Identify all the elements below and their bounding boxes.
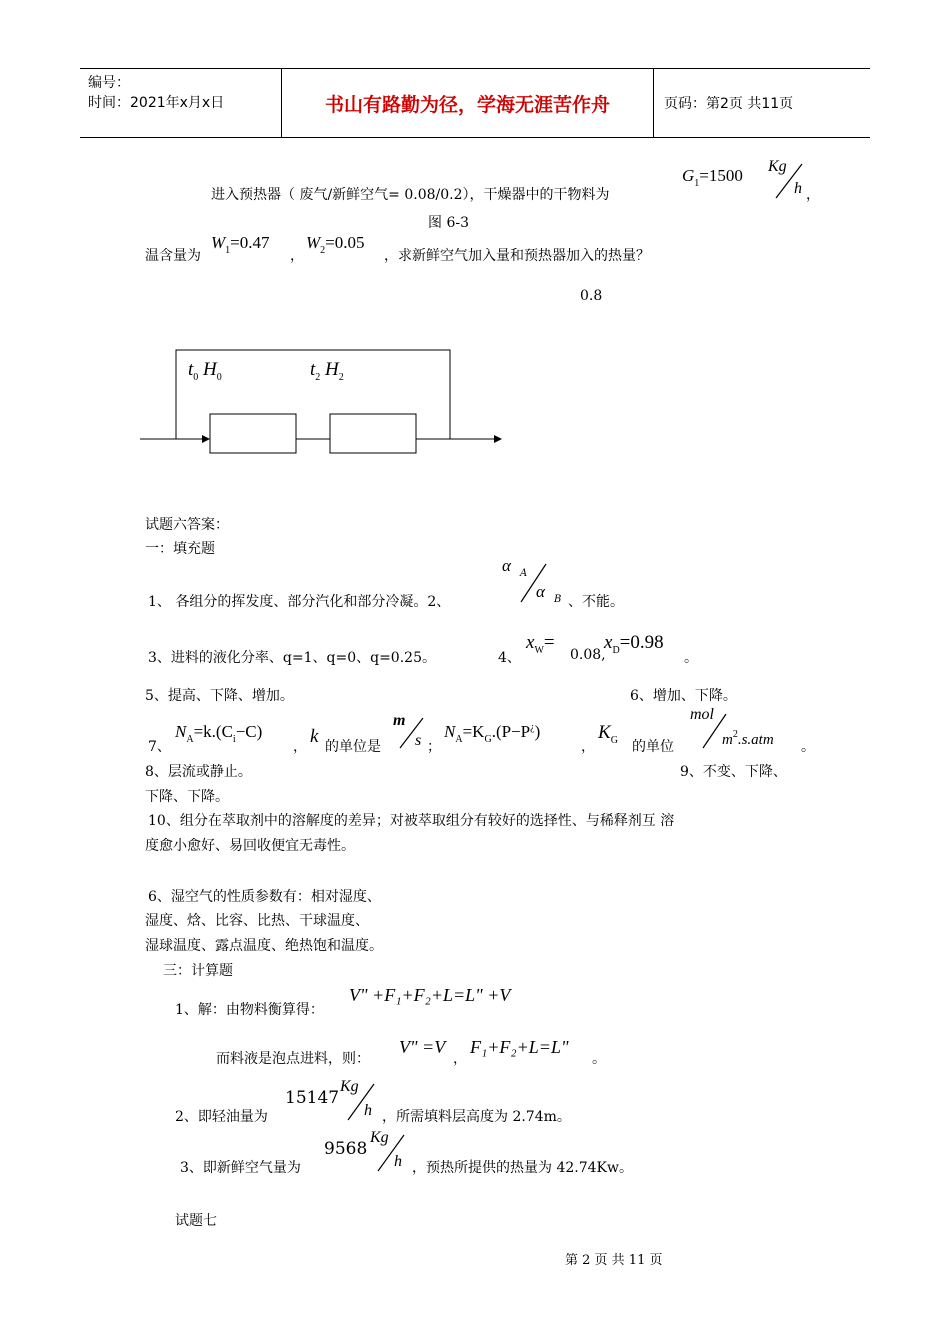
- arrow-icon: [202, 435, 210, 443]
- w2-formula: $W_2=0.05$: [306, 233, 365, 256]
- kg-per-h-fraction: Kg h: [340, 1078, 372, 1119]
- answer-10-line-1: 10、组分在萃取剂中的溶解度的差异；对被萃取组分有较好的选择性、与稀释剂互 溶: [148, 813, 675, 829]
- header-divider: [653, 69, 654, 137]
- answer-7-eq1: $N_A=k.(C_i-C)$: [175, 722, 263, 745]
- figure-caption: 图 6-3: [428, 215, 469, 231]
- g1-formula: $G_1=1500$: [682, 166, 743, 189]
- answer-1-2: 1、 各组分的挥发度、部分汽化和部分冷凝。2、: [148, 594, 451, 610]
- ratio-value: 0.8: [580, 288, 603, 304]
- answer-9-cont: 下降、下降。: [145, 789, 229, 805]
- answer-2-end: 、不能。: [568, 594, 624, 610]
- answer-7-k: k: [310, 726, 319, 747]
- answer-10-line-2: 度愈小愈好、易回收便宜无毒性。: [145, 838, 355, 854]
- preheater-box: [210, 414, 296, 453]
- next-section-title: 试题七: [175, 1213, 217, 1229]
- dryer-box: [330, 414, 416, 453]
- header-code: 编号：: [88, 75, 130, 91]
- answer-4-xd: $x_D=0.98$: [604, 632, 664, 656]
- line1-end: ，: [806, 187, 820, 203]
- w1-formula: $W_1=0.47$: [211, 233, 270, 256]
- answer-7-label: 7、: [148, 739, 171, 755]
- calc-3-label: 3、即新鲜空气量为: [180, 1160, 301, 1176]
- kg-per-h-fraction: Kg h: [370, 1129, 402, 1170]
- calc-3-value: 9568: [324, 1139, 368, 1159]
- problem-line-2-label: 温含量为: [145, 248, 201, 264]
- label-t0-h0: $t_0$ $H_0$: [188, 359, 222, 383]
- problem-line-1: 进入预热器（ 废气/新鲜空气= 0.08/0.2），干燥器中的干物料为: [211, 187, 610, 203]
- header-meta: [88, 73, 224, 113]
- calc-1-eq2: V" =V: [399, 1037, 446, 1057]
- answer-3: 3、进料的液化分率、q=1、q=0、q=0.25。: [148, 650, 436, 666]
- calc-2-value: 15147: [285, 1088, 340, 1108]
- answer-7-kg: $K_G$: [598, 722, 618, 746]
- arrow-icon: [494, 435, 502, 443]
- answer-7-k-unit: 的单位是: [325, 739, 381, 755]
- alpha-ratio: α A α B: [502, 556, 562, 605]
- flow-diagram: [140, 345, 510, 464]
- section-fill-in: 一：填充题: [145, 541, 215, 557]
- problem-line-2-end: ，求新鲜空气加入量和预热器加入的热量？: [384, 248, 650, 264]
- page-header: [80, 68, 870, 138]
- answer-7-eq2: $N_A=K_G.(P-P^¿)$: [444, 722, 541, 745]
- calc-1-eq1: V" +F₁+F₂+L=L" +V: [349, 985, 511, 1005]
- answer-4-end: 。: [684, 650, 698, 666]
- answer-4-formula: $x_W=$: [526, 632, 555, 656]
- footer-page-number: 第 2 页 共 11 页: [565, 1253, 663, 1268]
- calc-1-eq3: F₁+F₂+L=L": [470, 1037, 569, 1057]
- answer-b6-line-1: 6、湿空气的性质参数有：相对湿度、: [148, 889, 381, 905]
- answer-9: 9、不变、下降、: [680, 764, 787, 780]
- kg-unit-fraction: mol $m^2.s.atm$: [690, 706, 774, 748]
- calc-2-rest: ，所需填料层高度为 2.74m。: [382, 1109, 571, 1125]
- calc-1-line-1: 1、解：由物料衡算得：: [175, 1002, 324, 1018]
- answer-4-xw-value: 0.08,: [570, 647, 606, 663]
- answer-b6-line-2: 湿度、焓、比容、比热、干球温度、: [145, 913, 369, 929]
- answer-8: 8、层流或静止。: [145, 764, 252, 780]
- calc-2-label: 2、即轻油量为: [175, 1109, 268, 1125]
- header-motto: 书山有路勤为径，学海无涯苦作舟: [324, 93, 610, 116]
- answer-4-label: 4、: [498, 650, 521, 666]
- answer-b6-line-3: 湿球温度、露点温度、绝热饱和温度。: [145, 938, 383, 954]
- header-page-number: 页码：第2页 共11页: [664, 96, 794, 112]
- m-per-s-fraction: m s: [393, 712, 422, 749]
- kg-per-h-fraction: Kg h: [768, 158, 802, 197]
- header-time: 时间：2021年x月x日: [88, 95, 225, 111]
- answer-6: 6、增加、下降。: [630, 688, 737, 704]
- calc-3-rest: ，预热所提供的热量为 42.74Kw。: [412, 1160, 633, 1176]
- answer-5: 5、提高、下降、增加。: [145, 688, 294, 704]
- answer-7-kg-unit: 的单位: [632, 739, 674, 755]
- calc-1-line-2: 而料液是泡点进料，则：: [216, 1051, 370, 1067]
- section-calculation: 三：计算题: [163, 963, 233, 979]
- label-t2-h2: $t_2$ $H_2$: [310, 359, 344, 383]
- answers-title: 试题六答案：: [145, 517, 229, 533]
